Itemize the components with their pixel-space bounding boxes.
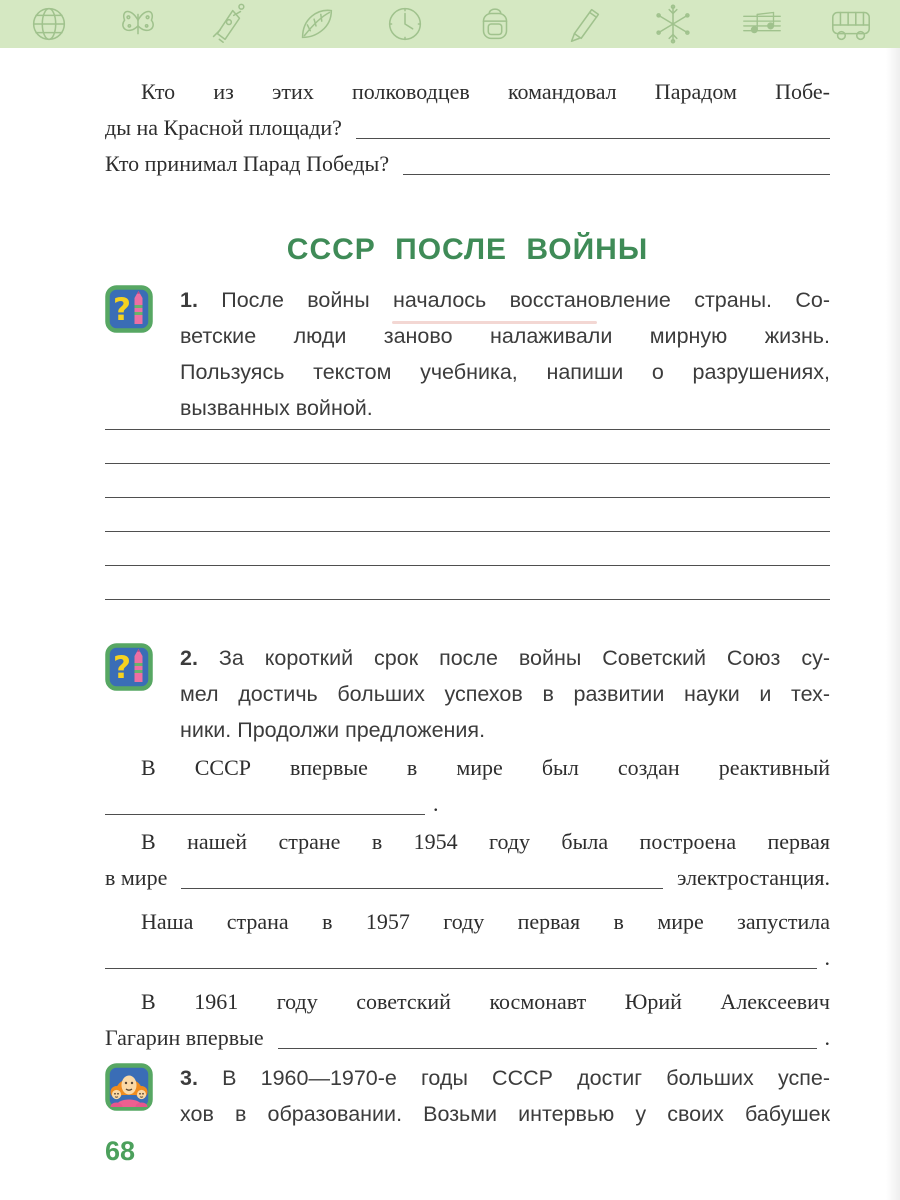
task-number: 1.: [180, 288, 198, 312]
answer-line: [105, 565, 830, 566]
family-icon: [105, 1063, 153, 1111]
intro-line-1: Кто из этих полководцев командовал Парадом Побе-: [141, 79, 830, 104]
task-2-text: 2. За короткий срок после войны Советский Союз су- мел достичь больших успехов в развитии науки и тех- ники. Продолжи предложения.: [180, 646, 830, 742]
answer-line: [105, 599, 830, 600]
leaf-icon: [293, 1, 339, 47]
sentence-4: В 1961 году советский космонавт Юрий Алексеевич Гагарин впервые .: [105, 989, 830, 1050]
intro-questions: [105, 74, 830, 182]
chapter-heading: СССР ПОСЛЕ ВОЙНЫ: [286, 233, 649, 266]
answer-lines: [105, 429, 830, 600]
sentence-2: В нашей стране в 1954 году была построена первая в мире электростанция.: [105, 829, 830, 890]
svg-text:?: ?: [113, 650, 131, 686]
answer-blank: [181, 888, 663, 889]
globe-icon: [26, 1, 72, 47]
task-3: [105, 1060, 830, 1132]
butterfly-icon: [115, 1, 161, 47]
answer-line: [105, 531, 830, 532]
bus-icon: [828, 1, 874, 47]
answer-blank: [105, 814, 425, 815]
task-1-text: 1. После войны началось восстановление страны. Со- ветские люди заново налаживали мирную жизнь. Пользуясь текстом учебника, напиши о разрушениях, вызванных войной.: [180, 288, 830, 420]
intro-line-3: [105, 146, 830, 182]
intro-question-2: Кто принимал Парад Победы?: [105, 151, 390, 176]
backpack-icon: [472, 1, 518, 47]
task-number: 2.: [180, 646, 198, 670]
answer-line: [105, 463, 830, 464]
svg-text:?: ?: [113, 292, 131, 328]
answer-blank: [356, 138, 830, 139]
question-pencil-icon: [105, 285, 153, 333]
answer-blank: [403, 174, 830, 175]
page-number: 68: [105, 1136, 136, 1166]
answer-blank: [105, 968, 817, 969]
sentence-3: Наша страна в 1957 году первая в мире запустила .: [105, 904, 830, 976]
task-1: [105, 282, 830, 426]
intro-line-2: [105, 110, 830, 146]
music-notes-icon: [739, 1, 785, 47]
task-2: [105, 640, 830, 748]
rocket-icon: [204, 1, 250, 47]
doodle-strip: [0, 0, 900, 48]
snowflake-icon: [650, 1, 696, 47]
pencil-icon: [561, 1, 607, 47]
answer-line: [105, 429, 830, 430]
answer-blank: [278, 1048, 817, 1049]
sentence-1: В СССР впервые в мире был создан реактивный .: [105, 750, 830, 822]
intro-question-1: ды на Красной площади?: [105, 115, 342, 140]
task-number: 3.: [180, 1066, 198, 1090]
question-pencil-icon: [105, 643, 153, 691]
answer-line: [105, 497, 830, 498]
clock-icon: [382, 1, 428, 47]
task-3-text: 3. В 1960—1970-е годы СССР достиг больших успе- хов в образовании. Возьми интервью у своих бабушек: [180, 1066, 830, 1126]
completion-sentences: [105, 750, 830, 1056]
pink-scan-mark: [392, 321, 597, 324]
scan-shadow: [886, 48, 900, 1200]
